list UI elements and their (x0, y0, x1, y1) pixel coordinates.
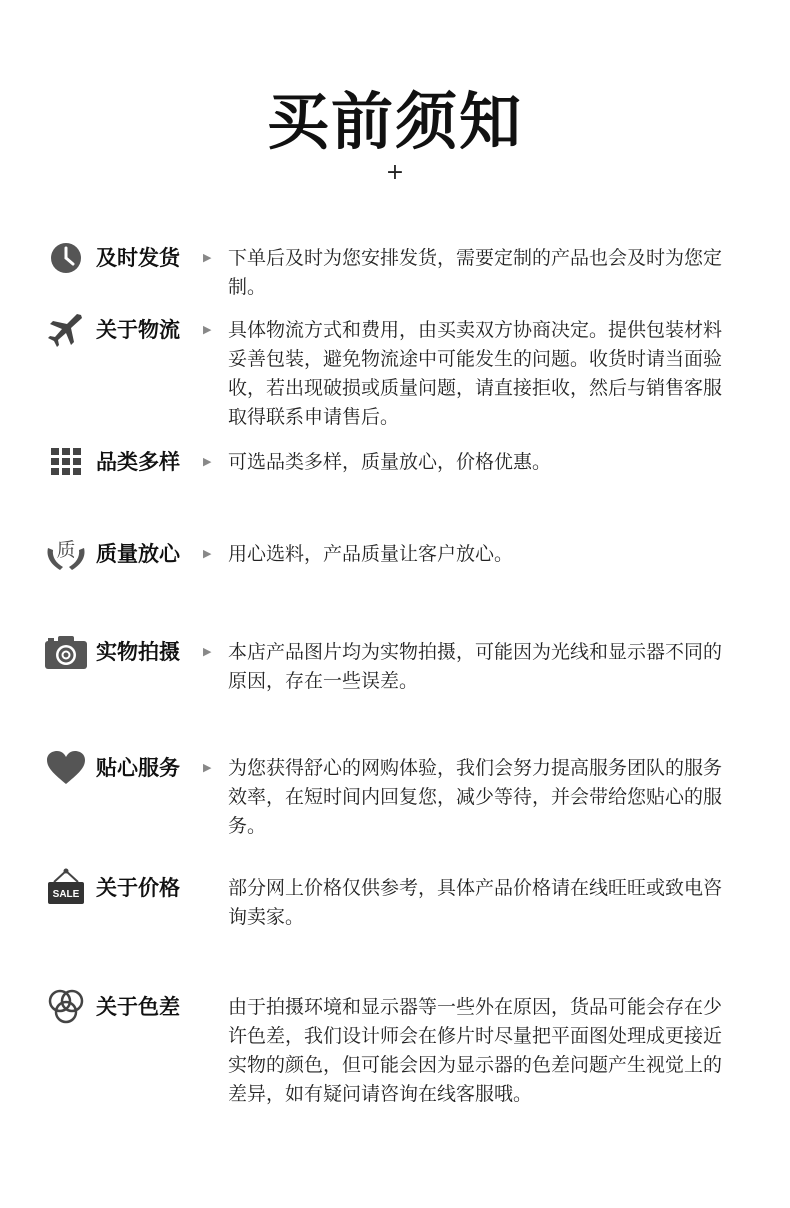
plus-mark: + (385, 160, 405, 185)
item-label: 关于价格 (96, 876, 180, 900)
chevron-right-icon: ▶ (203, 251, 212, 264)
color-circles-icon (44, 987, 88, 1027)
heart-icon (44, 748, 88, 788)
grid-icon (44, 442, 88, 482)
item-description: 下单后及时为您安排发货，需要定制的产品也会及时为您定制。 (228, 247, 723, 298)
item-description: 部分网上价格仅供参考，具体产品价格请在线旺旺或致电咨询卖家。 (228, 877, 723, 928)
chevron-right-icon: ▶ (203, 761, 212, 774)
quality-hands-icon-text: 质 (56, 538, 76, 561)
item-description: 为您获得舒心的网购体验，我们会努力提高服务团队的服务效率，在短时间内回复您，减少等待，并会带给您贴心的服务。 (228, 757, 723, 837)
item-label: 关于物流 (96, 318, 180, 342)
airplane-icon (44, 310, 88, 350)
chevron-right-icon: ▶ (203, 455, 212, 468)
item-description: 本店产品图片均为实物拍摄，可能因为光线和显示器不同的原因，存在一些误差。 (228, 641, 723, 692)
item-description: 用心选料，产品质量让客户放心。 (228, 543, 514, 565)
item-label: 质量放心 (96, 542, 180, 566)
item-label: 贴心服务 (96, 756, 180, 780)
clock-icon (44, 238, 88, 278)
item-description: 可选品类多样，质量放心，价格优惠。 (228, 451, 552, 473)
quality-hands-icon (44, 534, 88, 574)
item-label: 及时发货 (96, 246, 180, 270)
item-label: 关于色差 (96, 995, 180, 1019)
sale-sign-icon (44, 868, 88, 908)
chevron-right-icon: ▶ (203, 323, 212, 336)
chevron-right-icon: ▶ (203, 645, 212, 658)
item-description: 具体物流方式和费用，由买卖双方协商决定。提供包装材料妥善包装，避免物流途中可能发生的问题。收货时请当面验收，若出现破损或质量问题，请直接拒收，然后与销售客服取得联系申请售后。 (228, 319, 723, 428)
page-title: 买前须知 (266, 85, 523, 158)
sale-sign-text: SALE (52, 888, 80, 900)
item-description: 由于拍摄环境和显示器等一些外在原因，货品可能会存在少许色差，我们设计师会在修片时尽量把平面图处理成更接近实物的颜色，但可能会因为显示器的色差问题产生视觉上的差异，如有疑问请咨询在线客服哦。 (228, 996, 723, 1105)
item-label: 实物拍摄 (96, 640, 180, 664)
item-label: 品类多样 (96, 450, 180, 474)
chevron-right-icon: ▶ (203, 547, 212, 560)
camera-icon (44, 632, 88, 672)
